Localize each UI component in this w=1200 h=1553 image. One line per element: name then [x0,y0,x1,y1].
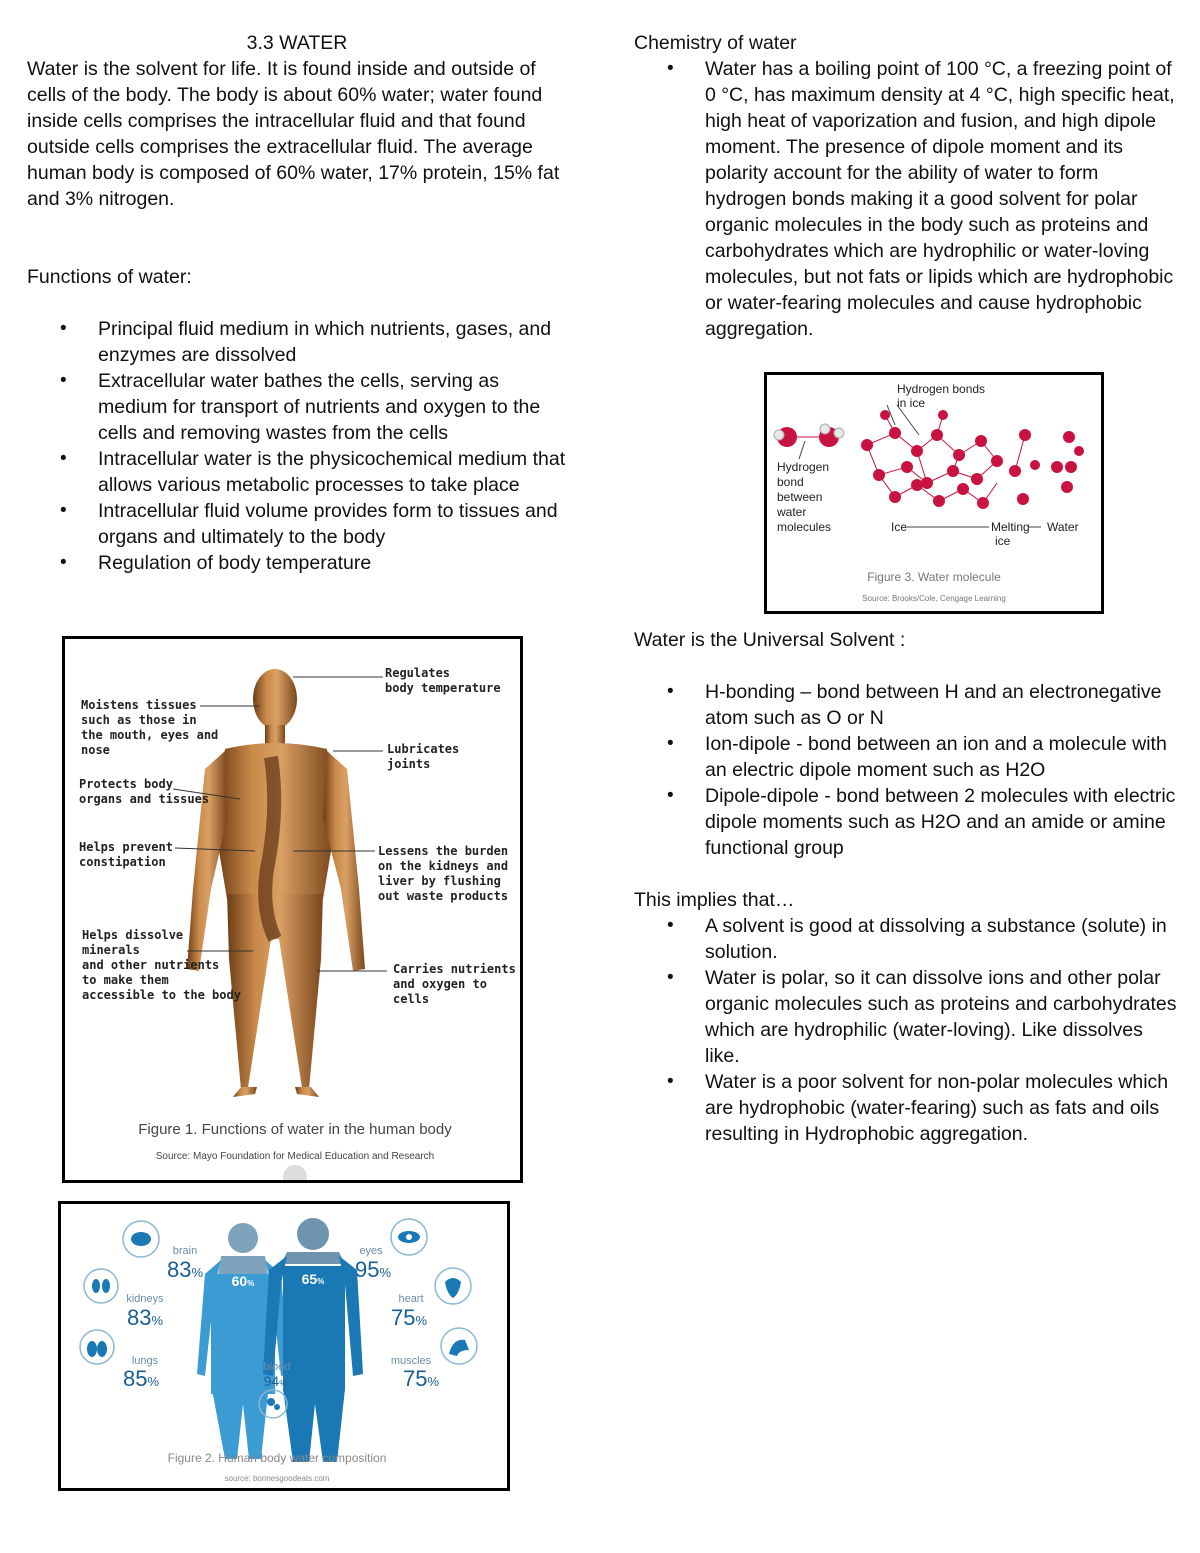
organ-name: blood [263,1361,291,1373]
label-burden: Lessens the burden on the kidneys and liver by flushing out waste products [378,844,509,903]
label-lubricates: Lubricates joints [387,742,460,771]
list-item: • H-bonding – bond between H and an electronegative atom such as O or N [634,679,1179,731]
list-item: • Water is a poor solvent for non-polar molecules which are hydrophobic (water-fearing) such as fats and oils resulting in Hydrophobic aggregation. [634,1069,1179,1147]
organ-name: lungs [131,1355,159,1367]
lungs-icon [80,1330,114,1364]
implies-heading: This implies that… [634,889,795,911]
universal-heading: Water is the Universal Solvent : [634,629,906,651]
label-constipation: Helps prevent constipation [79,840,173,869]
organ-value: 83% [126,1305,164,1330]
organ-value: 83% [166,1257,204,1282]
universal-list [634,679,1179,861]
label-regulates: Regulates body temperature [385,666,501,695]
organ-name: muscles [390,1355,432,1367]
label-melting-ice: Melting ice [991,520,1030,548]
figure-3-source: Source: Brooks/Cole, Cengage Learning [862,594,1006,603]
kidneys-icon [84,1269,118,1303]
functions-list [27,316,567,576]
list-item: • Water is polar, so it can dissolve ions and other polar organic molecules such as proteins and carbohydrates which are hydrophilic (water-loving). Like dissolves like. [634,965,1179,1069]
label-protects: Protects body organs and tissues [79,777,210,806]
label-minerals: Helps dissolve minerals and other nutrients to make them accessible to the body [82,928,241,1002]
organ-value: 94% [263,1373,287,1389]
left-column [27,30,567,576]
figure-2 [58,1201,510,1491]
figure-3 [764,372,1104,614]
implies-list [634,913,1179,1147]
list-item: • Extracellular water bathes the cells, serving as medium for transport of nutrients and oxygen to the cells and removing wastes from the cells [27,368,567,446]
chevron-down-icon [283,1165,307,1180]
section-title: 3.3 WATER [246,32,348,54]
label-moistens: Moistens tissues such as those in the mouth, eyes and nose [81,698,219,757]
label-water: Water [1047,520,1079,534]
figure-1-source: Source: Mayo Foundation for Medical Education and Research [155,1151,435,1162]
figure-2-caption: Figure 2. Human body water composition [167,1451,387,1465]
chemistry-heading: Chemistry of water [634,32,797,54]
figure-1-caption: Figure 1. Functions of water in the human body [138,1121,452,1138]
organ-name: brain [172,1245,198,1257]
organ-value: 75% [390,1305,428,1330]
organ-name: eyes [359,1245,383,1257]
water-molecules [774,424,844,447]
organ-name: heart [398,1293,424,1305]
organ-value: 95% [354,1257,392,1282]
figure-1 [62,636,523,1183]
organ-name: kidneys [126,1293,164,1305]
organ-value: 85% [122,1366,160,1391]
intro-paragraph: Water is the solvent for life. It is found inside and outside of cells of the body. The body is about 60% water; water found inside cells comprises the intracellular fluid and that found outside cells comprises the extracellular fluid. The average human body is composed of 60% water, 17% protein, 15% fat and 3% nitrogen. [27,58,560,210]
label-hydrogen-bond: Hydrogen bond between water molecules [777,460,832,534]
list-item: • Principal fluid medium in which nutrients, gases, and enzymes are dissolved [27,316,567,368]
list-item: • A solvent is good at dissolving a substance (solute) in solution. [634,913,1179,965]
male-percentage: 65% [301,1271,325,1287]
list-item: • Intracellular fluid volume provides form to tissues and organs and ultimately to the body [27,498,567,550]
list-item: • Dipole-dipole - bond between 2 molecules with electric dipole moments such as H2O and an amide or amine functional group [634,783,1179,861]
chemistry-list [634,56,1179,342]
figure-2-illustration [61,1204,507,1488]
organ-value: 75% [402,1366,440,1391]
figure-3-illustration [767,375,1101,611]
label-ice: Ice [890,520,907,534]
figure-1-illustration [65,639,520,1180]
label-hydrogen-bonds: Hydrogen bonds in ice [897,382,986,410]
functions-heading: Functions of water: [27,266,192,288]
list-item: • Regulation of body temperature [27,550,567,576]
figure-3-caption: Figure 3. Water molecule [867,570,1001,584]
figure-2-source: source: bonnesgoodeats.com [224,1474,330,1483]
female-percentage: 60% [231,1273,255,1289]
list-item: • Ion-dipole - bond between an ion and a molecule with an electric dipole moment such as H2O [634,731,1179,783]
list-item: • Water has a boiling point of 100 °C, a freezing point of 0 °C, has maximum density at 4 °C, high specific heat, high heat of vaporization and fusion, and high dipole moment. The presence of dipole moment and its polarity account for the ability of water to form hydrogen bonds making it a good solvent for polar organic molecules in the body such as proteins and carbohydrates which are hydrophilic or water-loving molecules, but not fats or lipids which are hydrophobic or water-fearing molecules and cause hydrophobic aggregation. [634,56,1179,342]
list-item: • Intracellular water is the physicochemical medium that allows various metabolic processes to take place [27,446,567,498]
label-carries: Carries nutrients and oxygen to cells [393,962,516,1006]
